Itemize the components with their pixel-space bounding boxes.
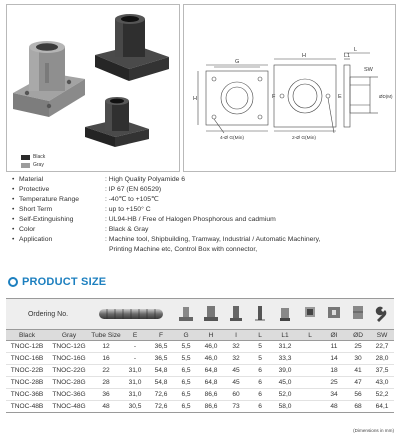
table-body xyxy=(6,341,394,413)
fitting-icon-2 xyxy=(198,299,224,330)
spec-value: Printing Machine etc, Control Box with connector, xyxy=(109,246,258,253)
product-photo-illustration xyxy=(7,5,179,171)
table-cell: - xyxy=(122,341,148,353)
spec-value: : UL94-HB / Free of Halogen Phosphorous and cadmium xyxy=(105,216,276,223)
table-cell: 36 xyxy=(90,389,122,401)
table-cell: 6 xyxy=(248,389,272,401)
table-cell: 16 xyxy=(90,353,122,365)
fitting-icon-5 xyxy=(272,299,298,330)
spec-value: : IP 67 (EN 60529) xyxy=(105,186,162,193)
spec-label: Color xyxy=(19,226,36,233)
column-header: ØI xyxy=(322,330,346,341)
table-cell: TNOC-28G xyxy=(48,377,90,389)
column-header: H xyxy=(198,330,224,341)
ordering-row xyxy=(6,299,394,330)
table-cell xyxy=(298,377,322,389)
dim-label-h-left: H xyxy=(193,96,197,102)
table-cell: - xyxy=(122,353,148,365)
table-cell: 31,0 xyxy=(122,365,148,377)
specification-list xyxy=(12,175,399,255)
dim-label-dia: ØD(M) xyxy=(379,94,393,99)
table-cell: 36,5 xyxy=(148,341,174,353)
spec-application-continued xyxy=(12,245,399,255)
fitting-icon-7 xyxy=(322,299,346,330)
table-cell: TNOC-12G xyxy=(48,341,90,353)
table-cell xyxy=(298,341,322,353)
table-cell: 47 xyxy=(346,377,370,389)
wrench-icon xyxy=(370,299,394,330)
table-header-row xyxy=(6,330,394,341)
table-cell: 6,5 xyxy=(174,365,198,377)
table-cell: 48 xyxy=(322,401,346,413)
column-header: Gray xyxy=(48,330,90,341)
fitting-icon-8 xyxy=(346,299,370,330)
product-size-table-wrap xyxy=(6,298,394,413)
table-cell: 52,0 xyxy=(272,389,298,401)
spec-value: : -40℃ to +105℃ xyxy=(105,196,159,203)
dim-label-holes2: 2-Ø G(Min) xyxy=(292,136,316,141)
fitting-icon-4 xyxy=(248,299,272,330)
table-cell: 37,5 xyxy=(370,365,394,377)
table-cell: 32 xyxy=(224,341,248,353)
technical-drawing xyxy=(183,4,396,172)
table-cell: 33,3 xyxy=(272,353,298,365)
dim-label-f: F xyxy=(272,94,276,100)
technical-drawing-svg xyxy=(184,5,395,171)
bullet-icon: • xyxy=(12,216,15,223)
spec-label: Temperature Range xyxy=(19,196,80,203)
table-cell: 58,0 xyxy=(272,401,298,413)
tube-icon xyxy=(90,299,174,330)
table-cell: 30,5 xyxy=(122,401,148,413)
legend-label-gray: Gray xyxy=(33,162,44,168)
table-cell: 64,8 xyxy=(198,365,224,377)
spec-value: : Black & Gray xyxy=(105,226,149,233)
spec-label: Protective xyxy=(19,186,50,193)
table-cell: 46,0 xyxy=(198,341,224,353)
black-fitting-illustration xyxy=(95,14,169,81)
table-cell: 32 xyxy=(224,353,248,365)
table-cell: 43,0 xyxy=(370,377,394,389)
table-cell: 86,6 xyxy=(198,401,224,413)
table-cell: 30 xyxy=(346,353,370,365)
table-cell: 36,5 xyxy=(148,353,174,365)
legend-item-black xyxy=(21,153,45,161)
column-header: L xyxy=(298,330,322,341)
table-cell: 28 xyxy=(90,377,122,389)
column-header: Tube Size xyxy=(91,331,121,339)
small-black-fitting-illustration xyxy=(85,97,149,147)
gray-fitting-illustration xyxy=(13,41,85,117)
table-cell: TNOC-12B xyxy=(6,341,48,353)
column-header: E xyxy=(122,330,148,341)
spec-value: : High Quality Polyamide 6 xyxy=(105,176,186,183)
table-cell: 11 xyxy=(322,341,346,353)
table-cell: 34 xyxy=(322,389,346,401)
spec-label: Short Term xyxy=(19,206,53,213)
table-cell: 54,8 xyxy=(148,365,174,377)
table-cell xyxy=(298,401,322,413)
ordering-label: Ordering No. xyxy=(6,299,90,330)
section-title: PRODUCT SIZE xyxy=(22,276,107,288)
table-cell: 31,0 xyxy=(122,377,148,389)
table-cell: 72,6 xyxy=(148,401,174,413)
product-photo xyxy=(6,4,180,172)
table-cell: 6,5 xyxy=(174,389,198,401)
bullet-icon: • xyxy=(12,206,15,213)
column-header: SW xyxy=(370,330,394,341)
table-cell: 68 xyxy=(346,401,370,413)
spec-label xyxy=(19,245,105,255)
table-cell: TNOC-36G xyxy=(48,389,90,401)
table-cell: 54,8 xyxy=(148,377,174,389)
table-cell: 5,5 xyxy=(174,341,198,353)
spec-label: Application xyxy=(19,236,53,243)
bullet-icon: • xyxy=(12,226,15,233)
legend-item-gray xyxy=(21,161,45,169)
table-cell: 52,2 xyxy=(370,389,394,401)
table-cell: 46,0 xyxy=(198,353,224,365)
table-cell: 5 xyxy=(248,353,272,365)
fitting-icon-1 xyxy=(174,299,198,330)
table-cell: 45 xyxy=(224,377,248,389)
column-header: Black xyxy=(6,330,48,341)
table-cell: 73 xyxy=(224,401,248,413)
dim-label-sw: SW xyxy=(364,67,373,73)
table-cell: 45,0 xyxy=(272,377,298,389)
column-header: F xyxy=(148,330,174,341)
ring-icon xyxy=(8,277,18,287)
table-cell: 22,7 xyxy=(370,341,394,353)
table-cell: TNOC-28B xyxy=(6,377,48,389)
table-row xyxy=(6,353,394,365)
table-row xyxy=(6,389,394,401)
color-legend xyxy=(21,153,45,169)
table-cell: 12 xyxy=(90,341,122,353)
dim-label-e: E xyxy=(338,94,342,100)
dim-label-l: L xyxy=(354,47,358,53)
spec-color xyxy=(12,225,399,235)
spec-protective xyxy=(12,185,399,195)
section-heading xyxy=(8,276,106,288)
table-row xyxy=(6,377,394,389)
spec-label: Material xyxy=(19,176,44,183)
table-cell: 14 xyxy=(322,353,346,365)
table-cell: 64,8 xyxy=(198,377,224,389)
table-cell: TNOC-22B xyxy=(6,365,48,377)
spec-short-term xyxy=(12,205,399,215)
spec-application xyxy=(12,235,399,245)
table-row xyxy=(6,365,394,377)
legend-label-black: Black xyxy=(33,154,46,160)
column-header: I xyxy=(224,330,248,341)
column-header: L xyxy=(248,330,272,341)
table-cell: 45 xyxy=(224,365,248,377)
dim-label-l1: L1 xyxy=(344,53,351,59)
table-row xyxy=(6,401,394,413)
table-cell: 5 xyxy=(248,341,272,353)
swatch-black xyxy=(21,155,30,160)
dimensions-note: (Dimensions in mm) xyxy=(353,428,394,433)
bullet-icon: • xyxy=(12,176,15,183)
table-cell: TNOC-48B xyxy=(6,401,48,413)
table-row xyxy=(6,341,394,353)
table-cell xyxy=(298,365,322,377)
spec-value: : Machine tool, Shipbuilding, Tramway, Industrial / Automatic Machinery, xyxy=(105,236,321,243)
bullet-icon: • xyxy=(12,196,15,203)
table-cell: 31,0 xyxy=(122,389,148,401)
column-header: G xyxy=(174,330,198,341)
swatch-gray xyxy=(21,163,30,168)
dim-label-g: G xyxy=(235,59,240,65)
column-header: ØD xyxy=(346,330,370,341)
fitting-icon-3 xyxy=(224,299,248,330)
table-cell: 72,6 xyxy=(148,389,174,401)
table-cell: 22 xyxy=(90,365,122,377)
table-cell: 60 xyxy=(224,389,248,401)
table-cell: 6,5 xyxy=(174,401,198,413)
table-cell xyxy=(298,389,322,401)
table-cell: TNOC-16G xyxy=(48,353,90,365)
table-cell: 39,0 xyxy=(272,365,298,377)
table-cell: 25 xyxy=(346,341,370,353)
spec-material xyxy=(12,175,399,185)
table-cell: 31,2 xyxy=(272,341,298,353)
table-cell: TNOC-16B xyxy=(6,353,48,365)
table-cell: 6 xyxy=(248,401,272,413)
spec-temperature-range xyxy=(12,195,399,205)
spec-self-extinguishing xyxy=(12,215,399,225)
table-cell: 5,5 xyxy=(174,353,198,365)
table-cell: 6,5 xyxy=(174,377,198,389)
product-size-table xyxy=(6,298,394,413)
table-cell: 86,6 xyxy=(198,389,224,401)
table-cell: 18 xyxy=(322,365,346,377)
table-cell: 6 xyxy=(248,365,272,377)
bullet-icon: • xyxy=(12,186,15,193)
spec-value: : up to +150° C xyxy=(105,206,151,213)
table-cell: 64,1 xyxy=(370,401,394,413)
table-cell: TNOC-48G xyxy=(48,401,90,413)
table-cell: 25 xyxy=(322,377,346,389)
table-cell: 48 xyxy=(90,401,122,413)
column-header: L1 xyxy=(272,330,298,341)
dim-label-holes4: 4-Ø G(Min) xyxy=(220,136,244,141)
table-cell: TNOC-36B xyxy=(6,389,48,401)
table-cell xyxy=(298,353,322,365)
table-cell: 28,0 xyxy=(370,353,394,365)
table-cell: 41 xyxy=(346,365,370,377)
table-cell: 6 xyxy=(248,377,272,389)
dim-label-h-middle: H xyxy=(302,53,306,59)
spec-label: Self-Extinguishing xyxy=(19,216,74,223)
fitting-icon-6 xyxy=(298,299,322,330)
table-cell: 56 xyxy=(346,389,370,401)
bullet-icon: • xyxy=(12,236,15,243)
table-cell: TNOC-22G xyxy=(48,365,90,377)
